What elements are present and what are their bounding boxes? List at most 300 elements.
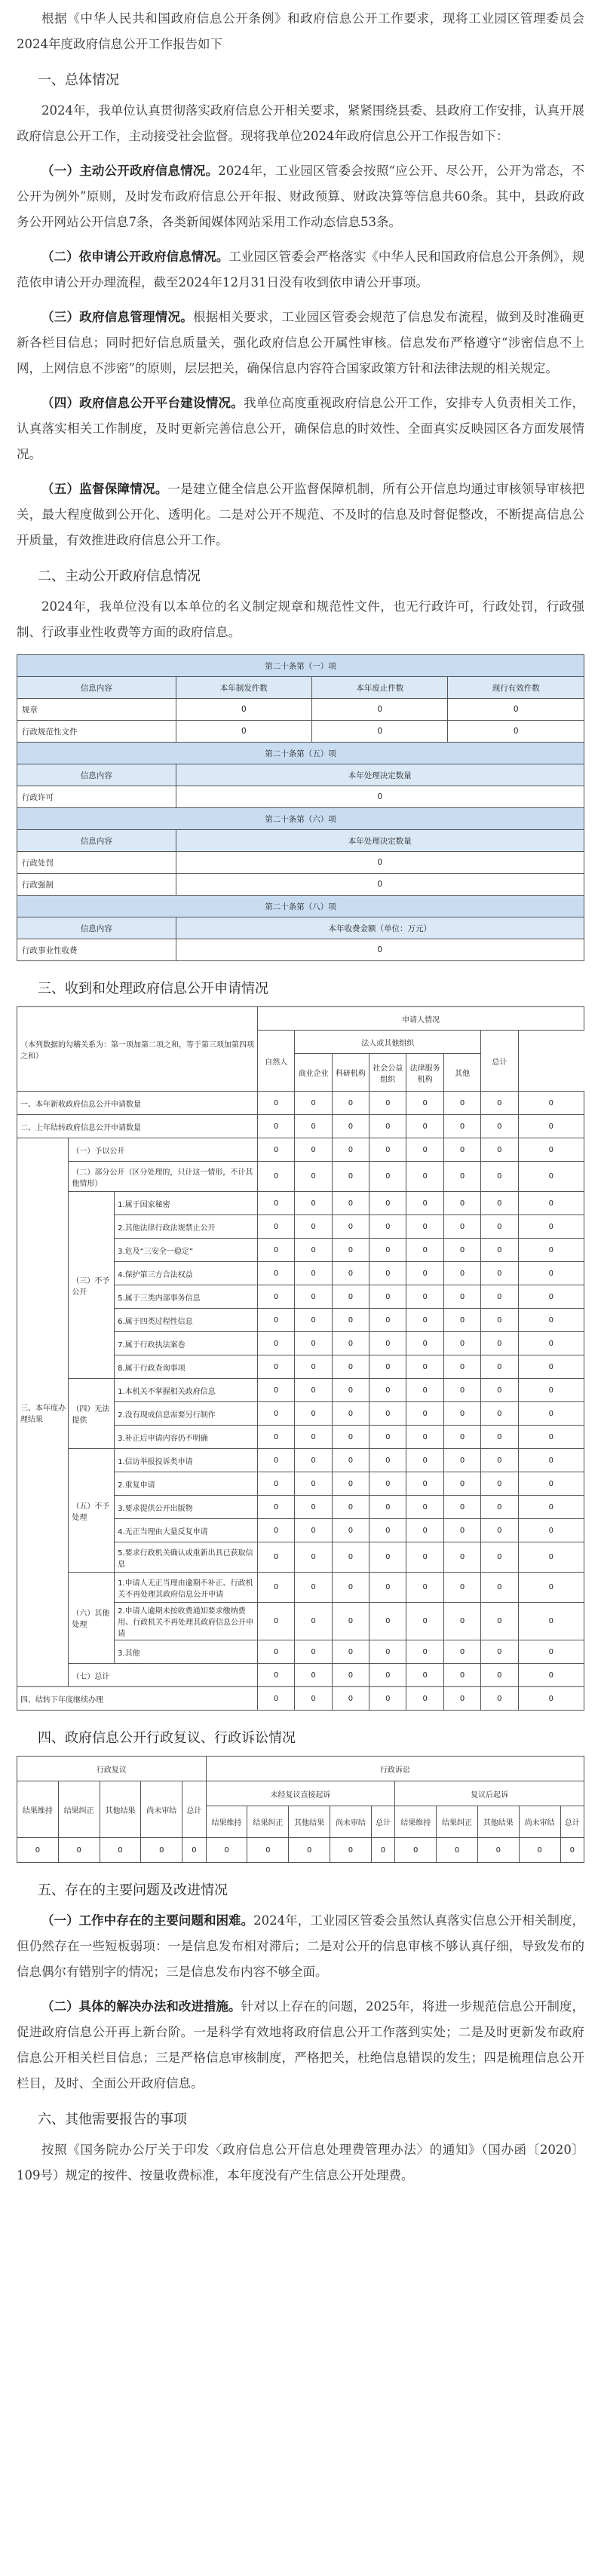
table-cell: 0 xyxy=(481,1519,518,1542)
table-cell: 0 xyxy=(258,1573,295,1603)
table-cell: 0 xyxy=(258,1496,295,1519)
h1-col-0: 信息内容 xyxy=(17,677,176,699)
s1-paragraph-0: 2024年，我单位认真贯彻落实政府信息公开相关要求，紧紧围绕县委、县政府工作安排，认真开展政府信息公开工作，主动接受社会监督。现将我单位2024年政府信息公开工作报告如下： xyxy=(17,103,584,143)
table-cell: 0 xyxy=(443,1162,480,1192)
table-cell: 0 xyxy=(443,1192,480,1215)
table-row xyxy=(17,721,584,743)
row-label: 8.属于行政查询事项 xyxy=(115,1355,258,1379)
table-cell: 0 xyxy=(406,1138,443,1162)
table-cell: 0 xyxy=(518,1603,584,1640)
table-cell: 0 xyxy=(369,1162,406,1192)
table-cell: 0 xyxy=(481,1192,518,1215)
table-cell: 0 xyxy=(369,1402,406,1426)
table-cell: 0 xyxy=(295,1664,332,1687)
table-cell: 0 xyxy=(332,1262,369,1285)
table-cell: 0 xyxy=(182,1838,206,1863)
table-cell: 0 xyxy=(481,1309,518,1332)
legal-sub-header: 其他 xyxy=(443,1054,480,1092)
table-row xyxy=(17,786,584,808)
table-cell: 0 xyxy=(481,1285,518,1309)
table-cell: 0 xyxy=(406,1402,443,1426)
table-row xyxy=(17,852,584,874)
table-cell: 0 xyxy=(369,1332,406,1355)
table-cell: 0 xyxy=(332,1603,369,1640)
table-cell: 0 xyxy=(369,1285,406,1309)
table-cell: 0 xyxy=(369,1115,406,1138)
table-cell: 0 xyxy=(369,1239,406,1262)
table-cell: 0 xyxy=(518,1285,584,1309)
table-cell: 0 xyxy=(518,1687,584,1711)
band-3: 第二十条第（六）项 xyxy=(17,808,584,830)
table-cell: 0 xyxy=(406,1573,443,1603)
legal-sub-header: 科研机构 xyxy=(332,1054,369,1092)
group-label: （六）其他处理 xyxy=(69,1573,115,1664)
table-cell: 0 xyxy=(206,1838,247,1863)
row-label: 2.其他法律行政法规禁止公开 xyxy=(115,1215,258,1239)
table-cell: 0 xyxy=(518,1239,584,1262)
table-cell: 0 xyxy=(406,1332,443,1355)
s1-paragraph-5 xyxy=(17,476,584,553)
review-litigation-table xyxy=(17,1756,584,1863)
lit-col: 结果维持 xyxy=(206,1806,247,1838)
lit-col: 尚未审结 xyxy=(519,1806,560,1838)
table-row xyxy=(17,1687,584,1711)
table-cell: 0 xyxy=(295,1542,332,1573)
table-cell: 0 xyxy=(481,1426,518,1449)
lit-after-review-header: 复议后起诉 xyxy=(395,1781,584,1806)
row-label: 5.要求行政机关确认或重新出具已获取信息 xyxy=(115,1542,258,1573)
table-cell: 0 xyxy=(519,1838,560,1863)
table-cell: 0 xyxy=(369,1687,406,1711)
table-cell: 0 xyxy=(295,1449,332,1472)
table-row xyxy=(17,1664,584,1687)
table-cell: 0 xyxy=(518,1519,584,1542)
table-cell: 0 xyxy=(332,1472,369,1496)
table-cell: 0 xyxy=(258,1640,295,1664)
table-cell: 0 xyxy=(176,852,584,874)
row-label: 3.补正后申请内容仍不明确 xyxy=(115,1426,258,1449)
table-cell: 0 xyxy=(395,1838,437,1863)
table-cell: 0 xyxy=(369,1215,406,1239)
table-cell: 0 xyxy=(295,1426,332,1449)
table-cell: 0 xyxy=(176,786,584,808)
table-cell: 0 xyxy=(481,1332,518,1355)
table-cell: 0 xyxy=(295,1603,332,1640)
s5-p2-lead: （二）具体的解决办法和改进措施。 xyxy=(41,1999,241,2014)
proactive-disclosure-table xyxy=(17,654,584,961)
table-cell: 0 xyxy=(443,1426,480,1449)
table-cell: 0 xyxy=(295,1472,332,1496)
table-cell: 0 xyxy=(518,1449,584,1472)
s1-p1-text: 2024年，工业园区管委会按照“应公开、尽公开，公开为常态，不公开为例外”原则，及时发布政府信息公开年报、财政预算、财政决算等信息共60条。其中，县政府政务公开网站公开信息7条，各类新闻媒体网站采用工作动态信息53条。 xyxy=(17,164,584,229)
table-cell: 0 xyxy=(295,1496,332,1519)
table-cell: 0 xyxy=(58,1838,100,1863)
s5-paragraph-1 xyxy=(17,1908,584,1985)
table-cell: 0 xyxy=(295,1192,332,1215)
table-cell: 0 xyxy=(295,1138,332,1162)
table-cell: 0 xyxy=(332,1402,369,1426)
row-label: 1.申请人无正当理由逾期不补正、行政机关不再处理其政府信息公开申请 xyxy=(115,1573,258,1603)
table-cell: 0 xyxy=(258,1215,295,1239)
section-2-title: 二、主动公开政府信息情况 xyxy=(38,568,201,584)
s6-paragraph: 按照《国务院办公厅关于印发〈政府信息公开信息处理费管理办法〉的通知》（国办函〔2020〕109号）规定的按件、按量收费标准，本年度没有产生信息公开处理费。 xyxy=(17,2143,584,2182)
table-cell: 0 xyxy=(443,1402,480,1426)
row-label: 3.要求提供公开出版物 xyxy=(115,1496,258,1519)
table-cell: 0 xyxy=(369,1664,406,1687)
table-cell: 0 xyxy=(295,1239,332,1262)
table-cell: 0 xyxy=(406,1162,443,1192)
lit-direct-header: 未经复议直接起诉 xyxy=(206,1781,395,1806)
table-cell: 0 xyxy=(369,1449,406,1472)
section-1-title: 一、总体情况 xyxy=(38,72,119,88)
h4-col-1: 本年收费金额（单位：万元） xyxy=(176,917,584,939)
table-cell: 0 xyxy=(448,699,584,721)
table-cell: 0 xyxy=(518,1138,584,1162)
table-cell: 行政处罚 xyxy=(17,852,176,874)
table-cell: 0 xyxy=(258,1192,295,1215)
table-cell: 0 xyxy=(406,1519,443,1542)
s1-paragraph-4 xyxy=(17,391,584,467)
table-cell: 0 xyxy=(518,1664,584,1687)
table-cell: 0 xyxy=(477,1838,519,1863)
table-cell: 0 xyxy=(258,1309,295,1332)
table-cell: 0 xyxy=(518,1640,584,1664)
s1-p5-text: 一是建立健全信息公开监督保障机制，所有公开信息均通过审核领导审核把关，最大程度做到公开化、透明化。二是对公开不规范、不及时的信息及时督促整改，不断提高信息公开质量，有效推进政府信息公开工作。 xyxy=(17,482,584,547)
table-cell: 0 xyxy=(258,1239,295,1262)
table-cell: 0 xyxy=(406,1379,443,1402)
table-cell: 0 xyxy=(443,1138,480,1162)
table-cell: 0 xyxy=(258,1472,295,1496)
row-label: 1.属于国家秘密 xyxy=(115,1192,258,1215)
table-cell: 0 xyxy=(518,1426,584,1449)
table-cell: 0 xyxy=(176,939,584,961)
table-cell: 0 xyxy=(406,1472,443,1496)
table-cell: 0 xyxy=(518,1402,584,1426)
table-cell: 0 xyxy=(258,1262,295,1285)
table-cell: 0 xyxy=(247,1838,289,1863)
s1-p4-text: 我单位高度重视政府信息公开工作，安排专人负责相关工作，认真落实相关工作制度，及时更新完善信息公开，确保信息的时效性、全面真实反映园区各方面发展情况。 xyxy=(17,396,584,461)
table-cell: 0 xyxy=(518,1192,584,1215)
table-cell: 0 xyxy=(443,1332,480,1355)
table-cell: 0 xyxy=(295,1640,332,1664)
table-cell: 0 xyxy=(258,1603,295,1640)
table-cell: 0 xyxy=(258,1687,295,1711)
table-cell: 0 xyxy=(295,1309,332,1332)
intro-paragraph: 根据《中华人民共和国政府信息公开条例》和政府信息公开工作要求，现将工业园区管理委员会2024年度政府信息公开工作报告如下 xyxy=(17,11,584,51)
table-cell: 0 xyxy=(176,699,311,721)
report-page xyxy=(0,6,601,2189)
table-cell: 0 xyxy=(481,1496,518,1519)
group-label: （四）无法提供 xyxy=(69,1379,115,1449)
table-cell: 0 xyxy=(332,1192,369,1215)
table-cell: 0 xyxy=(518,1309,584,1332)
table-cell: 0 xyxy=(443,1664,480,1687)
table-cell: 0 xyxy=(176,721,311,743)
table-cell: 0 xyxy=(443,1640,480,1664)
table-cell: 0 xyxy=(406,1687,443,1711)
table-row xyxy=(17,1115,584,1138)
lit-col: 其他结果 xyxy=(289,1806,330,1838)
table-cell: 0 xyxy=(369,1603,406,1640)
table-cell: 0 xyxy=(332,1162,369,1192)
table-cell: 0 xyxy=(330,1838,372,1863)
table-cell: 0 xyxy=(332,1496,369,1519)
table-cell: 0 xyxy=(289,1838,330,1863)
table-cell: 0 xyxy=(295,1355,332,1379)
legal-person-header: 法人或其他组织 xyxy=(295,1031,481,1054)
table-cell: 0 xyxy=(369,1426,406,1449)
table-cell: 0 xyxy=(332,1640,369,1664)
table-cell: 0 xyxy=(518,1379,584,1402)
row-label: 4.保护第三方合法权益 xyxy=(115,1262,258,1285)
table-cell: 0 xyxy=(369,1138,406,1162)
table-cell: 0 xyxy=(369,1192,406,1215)
table-cell: 行政许可 xyxy=(17,786,176,808)
review-col: 结果纠正 xyxy=(58,1781,100,1838)
table-cell: 0 xyxy=(481,1092,518,1115)
table-cell: 0 xyxy=(312,699,448,721)
table-cell: 0 xyxy=(406,1449,443,1472)
litigation-header: 行政诉讼 xyxy=(206,1757,584,1781)
table-cell: 0 xyxy=(332,1542,369,1573)
application-table xyxy=(17,1006,584,1711)
table-cell: 0 xyxy=(518,1115,584,1138)
section-4-title: 四、政府信息公开行政复议、行政诉讼情况 xyxy=(38,1730,296,1746)
table-cell: 0 xyxy=(332,1092,369,1115)
row-label: 2.申请人逾期未按收费通知要求缴纳费用、行政机关不再处理其政府信息公开申请 xyxy=(115,1603,258,1640)
table-cell: 0 xyxy=(371,1838,394,1863)
table-cell: 0 xyxy=(406,1640,443,1664)
table-cell: 0 xyxy=(406,1115,443,1138)
table-cell: 0 xyxy=(369,1379,406,1402)
table-cell: 0 xyxy=(258,1115,295,1138)
table-cell: 0 xyxy=(443,1472,480,1496)
row-label: （二）部分公开（区分处理的，只计这一情形，不计其他情形） xyxy=(69,1162,258,1192)
legal-sub-header: 商业企业 xyxy=(295,1054,332,1092)
row-label: 5.属于三类内部事务信息 xyxy=(115,1285,258,1309)
h3-col-1: 本年处理决定数量 xyxy=(176,830,584,852)
table-cell: 0 xyxy=(312,721,448,743)
band-1: 第二十条第（一）项 xyxy=(17,655,584,677)
row-label: 7.属于行政执法案卷 xyxy=(115,1332,258,1355)
s5-paragraph-2 xyxy=(17,1994,584,2097)
table-cell: 0 xyxy=(258,1138,295,1162)
table-row xyxy=(17,939,584,961)
table-cell: 0 xyxy=(258,1402,295,1426)
table-cell: 0 xyxy=(518,1162,584,1192)
table-cell: 0 xyxy=(481,1402,518,1426)
s1-p2-text: 工业园区管委会严格落实《中华人民和国政府信息公开条例》，规范依申请公开办理流程，截至2024年12月31日没有收到依申请公开事项。 xyxy=(17,250,585,289)
table-cell: 0 xyxy=(481,1355,518,1379)
table-cell: 0 xyxy=(295,1402,332,1426)
table-cell: 0 xyxy=(258,1162,295,1192)
table-row xyxy=(17,1092,584,1115)
table-cell: 0 xyxy=(560,1838,584,1863)
h4-col-0: 信息内容 xyxy=(17,917,176,939)
s1-paragraph-1 xyxy=(17,158,584,235)
row-label: 四、结转下年度继续办理 xyxy=(17,1687,258,1711)
table-row xyxy=(17,1838,584,1863)
legal-sub-header: 社会公益组织 xyxy=(369,1054,406,1092)
table-cell: 0 xyxy=(369,1573,406,1603)
table-cell: 0 xyxy=(369,1355,406,1379)
s2-paragraph: 2024年，我单位没有以本单位的名义制定规章和规范性文件，也无行政许可，行政处罚，行政强制、行政事业性收费等方面的政府信息。 xyxy=(17,599,584,639)
review-col: 其他结果 xyxy=(100,1781,141,1838)
table-cell: 0 xyxy=(443,1285,480,1309)
section-6-title: 六、其他需要报告的事项 xyxy=(38,2112,187,2127)
lit-col: 结果维持 xyxy=(395,1806,437,1838)
lit-col: 尚未审结 xyxy=(330,1806,372,1838)
row-label: 一、本年新收政府信息公开申请数量 xyxy=(17,1092,258,1115)
table-cell: 0 xyxy=(406,1542,443,1573)
band-4: 第二十条第（八）项 xyxy=(17,896,584,917)
table-cell: 0 xyxy=(443,1496,480,1519)
table-cell: 0 xyxy=(295,1332,332,1355)
section-5-title: 五、存在的主要问题及改进情况 xyxy=(38,1882,228,1898)
s5-p1-text: 2024年，工业园区管委会虽然认真落实信息公开相关制度，但仍然存在一些短板弱项：一是信息发布相对滞后；二是对公开的信息审核不够认真仔细，导致发布的信息偶尔有错别字的情况；三是信息发布内容不够全面。 xyxy=(17,1913,584,1979)
table-cell: 0 xyxy=(295,1285,332,1309)
table-cell: 0 xyxy=(17,1838,59,1863)
table-cell: 0 xyxy=(406,1603,443,1640)
table-cell: 0 xyxy=(258,1542,295,1573)
table-cell: 0 xyxy=(518,1215,584,1239)
table-cell: 0 xyxy=(406,1262,443,1285)
table-cell: 0 xyxy=(258,1379,295,1402)
table-cell: 0 xyxy=(295,1162,332,1192)
table-cell: 行政规范性文件 xyxy=(17,721,176,743)
row-label: 2.没有现成信息需要另行制作 xyxy=(115,1402,258,1426)
table-cell: 0 xyxy=(518,1472,584,1496)
table-cell: 行政强制 xyxy=(17,874,176,896)
table-cell: 0 xyxy=(518,1092,584,1115)
table-cell: 0 xyxy=(406,1215,443,1239)
row-label: 二、上年结转政府信息公开申请数量 xyxy=(17,1115,258,1138)
table-row xyxy=(17,1573,584,1603)
table-cell: 0 xyxy=(332,1115,369,1138)
table-cell: 0 xyxy=(406,1664,443,1687)
table-cell: 0 xyxy=(481,1379,518,1402)
row-label: 1.信访举报投诉类申请 xyxy=(115,1449,258,1472)
table-cell: 0 xyxy=(481,1603,518,1640)
lit-col: 结果纠正 xyxy=(247,1806,289,1838)
table-cell: 0 xyxy=(332,1379,369,1402)
table-cell: 0 xyxy=(295,1092,332,1115)
table-cell: 0 xyxy=(258,1426,295,1449)
table-cell: 0 xyxy=(295,1573,332,1603)
table-cell: 0 xyxy=(518,1262,584,1285)
table-cell: 0 xyxy=(481,1640,518,1664)
s1-p1-lead: （一）主动公开政府信息情况。 xyxy=(41,164,219,178)
table-cell: 0 xyxy=(258,1092,295,1115)
table-cell: 0 xyxy=(518,1332,584,1355)
result-category: 三、本年度办理结果 xyxy=(17,1138,69,1687)
group-label: （三）不予公开 xyxy=(69,1192,115,1379)
table-cell: 0 xyxy=(481,1162,518,1192)
table-cell: 0 xyxy=(406,1426,443,1449)
table-cell: 0 xyxy=(437,1838,478,1863)
table-cell: 0 xyxy=(443,1239,480,1262)
s1-p4-lead: （四）政府信息公开平台建设情况。 xyxy=(41,396,244,410)
s5-p1-lead: （一）工作中存在的主要问题和困难。 xyxy=(41,1913,254,1928)
review-col: 尚未审结 xyxy=(141,1781,182,1838)
table-cell: 0 xyxy=(369,1262,406,1285)
review-litigation-table-wrap xyxy=(17,1756,584,1863)
table-cell: 0 xyxy=(443,1262,480,1285)
table-cell: 0 xyxy=(406,1496,443,1519)
table-cell: 0 xyxy=(481,1573,518,1603)
h3-col-0: 信息内容 xyxy=(17,830,176,852)
table-cell: 0 xyxy=(332,1519,369,1542)
s1-p3-lead: （三）政府信息管理情况。 xyxy=(41,310,193,324)
table-cell: 0 xyxy=(332,1573,369,1603)
table-cell: 0 xyxy=(481,1449,518,1472)
table-cell: 0 xyxy=(258,1285,295,1309)
table-cell: 0 xyxy=(481,1687,518,1711)
review-col: 总计 xyxy=(182,1781,206,1838)
table-cell: 0 xyxy=(481,1138,518,1162)
table-cell: 0 xyxy=(443,1115,480,1138)
table-cell: 0 xyxy=(332,1664,369,1687)
table-cell: 0 xyxy=(481,1215,518,1239)
table-cell: 0 xyxy=(443,1542,480,1573)
table-cell: 0 xyxy=(443,1355,480,1379)
row-label: 3.其他 xyxy=(115,1640,258,1664)
table-cell: 0 xyxy=(332,1449,369,1472)
row-label: 4.无正当理由大量反复申请 xyxy=(115,1519,258,1542)
table-row xyxy=(17,1138,584,1162)
application-table-wrap xyxy=(17,1006,584,1711)
corner-note: （本列数据的勾稽关系为：第一项加第二项之和，等于第三项加第四项之和） xyxy=(17,1007,258,1092)
lit-col: 结果纠正 xyxy=(437,1806,478,1838)
row-label: （一）予以公开 xyxy=(69,1138,258,1162)
lit-col: 其他结果 xyxy=(477,1806,519,1838)
table-cell: 0 xyxy=(295,1262,332,1285)
table-cell: 0 xyxy=(258,1449,295,1472)
table-cell: 0 xyxy=(518,1542,584,1573)
proactive-disclosure-table-wrap xyxy=(17,654,584,961)
table-cell: 0 xyxy=(518,1355,584,1379)
review-col: 结果维持 xyxy=(17,1781,59,1838)
table-cell: 0 xyxy=(481,1542,518,1573)
table-cell: 0 xyxy=(295,1687,332,1711)
table-cell: 0 xyxy=(332,1215,369,1239)
table-cell: 0 xyxy=(443,1449,480,1472)
table-cell: 行政事业性收费 xyxy=(17,939,176,961)
table-cell: 0 xyxy=(406,1239,443,1262)
table-cell: 0 xyxy=(369,1640,406,1664)
row-label: 1.本机关不掌握相关政府信息 xyxy=(115,1379,258,1402)
table-cell: 0 xyxy=(406,1309,443,1332)
s1-p3-text: 根据相关要求，工业园区管委会规范了信息发布流程，做到及时准确更新各栏目信息；同时把好信息质量关，强化政府信息公开属性审核。信息发布严格遵守“涉密信息不上网，上网信息不涉密”的原则，层层把关，确保信息内容符合国家政策方针和法律法规的相关规定。 xyxy=(17,310,584,375)
table-cell: 0 xyxy=(443,1687,480,1711)
row-label: 3.危及“三安全一稳定” xyxy=(115,1239,258,1262)
h2-col-1: 本年处理决定数量 xyxy=(176,764,584,786)
table-cell: 0 xyxy=(295,1215,332,1239)
applicant-header: 申请人情况 xyxy=(258,1007,584,1031)
legal-sub-header: 法律服务机构 xyxy=(406,1054,443,1092)
table-cell: 0 xyxy=(332,1355,369,1379)
table-cell: 0 xyxy=(443,1603,480,1640)
table-cell: 0 xyxy=(332,1285,369,1309)
s1-paragraph-2 xyxy=(17,244,584,296)
s5-p2-text: 针对以上存在的问题，2025年，将进一步规范信息公开制度，促进政府信息公开再上新台阶。一是科学有效地将政府信息公开工作落到实处；二是及时更新发布政府信息公开相关栏目信息；三是严格信息审核制度，严格把关，杜绝信息错误的发生；四是梳理信息公开栏目，及时、全面公开政府信息。 xyxy=(17,1999,584,2091)
table-cell: 0 xyxy=(443,1573,480,1603)
h1-col-3: 现行有效件数 xyxy=(448,677,584,699)
table-cell: 0 xyxy=(481,1239,518,1262)
table-cell: 0 xyxy=(332,1332,369,1355)
band-2: 第二十条第（五）项 xyxy=(17,743,584,764)
table-cell: 0 xyxy=(481,1664,518,1687)
